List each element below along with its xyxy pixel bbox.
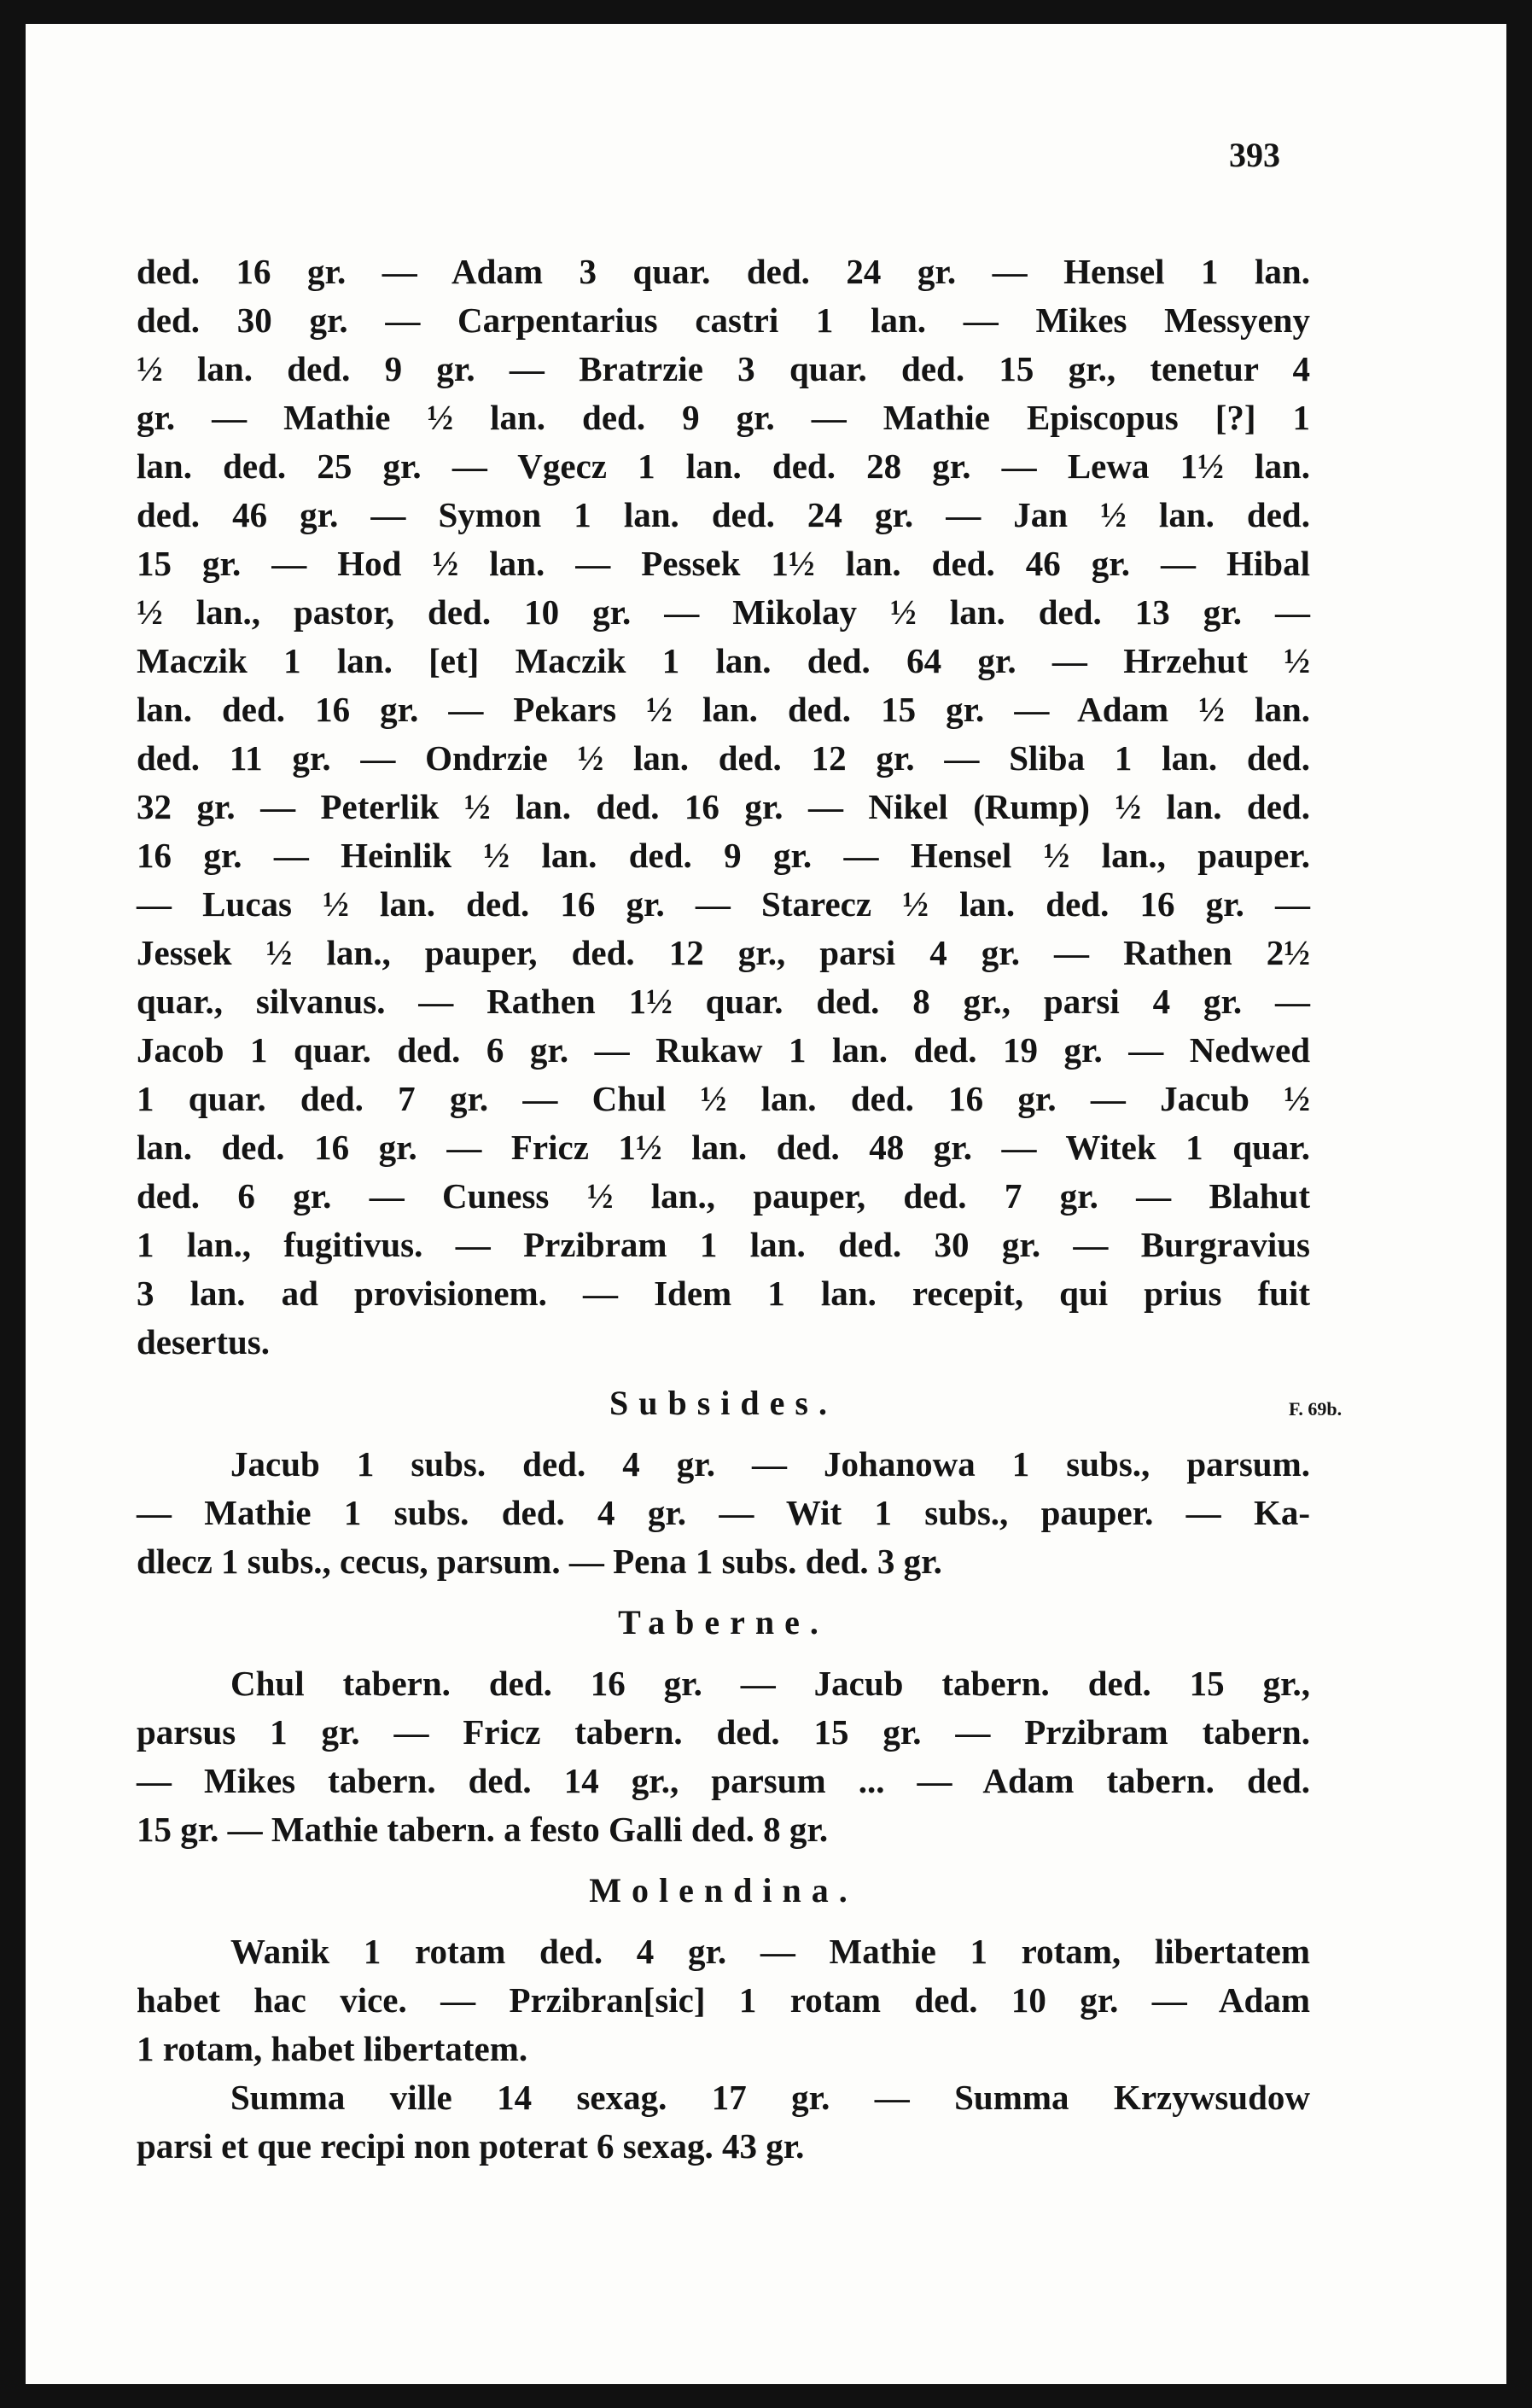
text-line: — Mikes tabern. ded. 14 gr., parsum ... — Adam tabern. ded. [137,1761,1310,1800]
text-line: — Lucas ½ lan. ded. 16 gr. — Starecz ½ lan. ded. 16 gr. — [137,884,1310,924]
text-column [137,248,1310,2171]
text-line: desertus. [137,1322,271,1361]
text-line: Jessek ½ lan., pauper, ded. 12 gr., parsi 4 gr. — Rathen 2½ [137,933,1310,972]
text-line: — Mathie 1 subs. ded. 4 gr. — Wit 1 subs., pauper. — Ka- [137,1493,1310,1532]
folio-margin-note: F. 69b. [1289,1398,1343,1420]
text-line: Wanik 1 rotam ded. 4 gr. — Mathie 1 rotam, libertatem [230,1932,1310,1971]
page-number: 393 [1229,136,1280,174]
text-line: gr. — Mathie ½ lan. ded. 9 gr. — Mathie Episcopus [?] 1 [137,398,1310,437]
text-line: lan. ded. 16 gr. — Fricz 1½ lan. ded. 48 gr. — Witek 1 quar. [137,1128,1310,1167]
section-subsides-text [137,1440,1310,1586]
summary-line: Summa ville 14 sexag. 17 gr. — Summa Krzywsudow [230,2078,1310,2117]
text-line: Jacob 1 quar. ded. 6 gr. — Rukaw 1 lan. ded. 19 gr. — Nedwed [137,1030,1310,1070]
text-line: lan. ded. 25 gr. — Vgecz 1 lan. ded. 28 gr. — Lewa 1½ lan. [137,446,1310,486]
text-line: 32 gr. — Peterlik ½ lan. ded. 16 gr. — Nikel (Rump) ½ lan. ded. [137,787,1310,826]
section-taberne-text [137,1659,1310,1854]
text-line: Maczik 1 lan. [et] Maczik 1 lan. ded. 64 gr. — Hrzehut ½ [137,641,1310,680]
text-line: Jacub 1 subs. ded. 4 gr. — Johanowa 1 subs., parsum. [230,1444,1310,1484]
text-line: ded. 30 gr. — Carpentarius castri 1 lan. — Mikes Messyeny [137,300,1310,340]
text-line: dlecz 1 subs., cecus, parsum. — Pena 1 subs. ded. 3 gr. [137,1542,942,1581]
text-line: 15 gr. — Mathie tabern. a festo Galli ded. 8 gr. [137,1810,829,1849]
text-line: 3 lan. ad provisionem. — Idem 1 lan. recepit, qui prius fuit [137,1274,1310,1313]
text-line: 1 rotam, habet libertatem. [137,2029,528,2068]
text-line: ded. 16 gr. — Adam 3 quar. ded. 24 gr. — Hensel 1 lan. [137,252,1310,291]
section-heading-molendina: Molendina. [589,1871,858,1909]
text-line: ded. 46 gr. — Symon 1 lan. ded. 24 gr. — Jan ½ lan. ded. [137,495,1310,534]
text-line: 16 gr. — Heinlik ½ lan. ded. 9 gr. — Hensel ½ lan., pauper. [137,836,1310,875]
text-line: 1 quar. ded. 7 gr. — Chul ½ lan. ded. 16 gr. — Jacub ½ [137,1079,1310,1118]
text-line: parsus 1 gr. — Fricz tabern. ded. 15 gr. — Przibram tabern. [137,1712,1310,1752]
text-line: habet hac vice. — Przibran[sic] 1 rotam ded. 10 gr. — Adam [137,1980,1310,2020]
text-line: Chul tabern. ded. 16 gr. — Jacub tabern. ded. 15 gr., [230,1664,1310,1703]
document-page [26,24,1506,2384]
section-molendina-text [137,1927,1310,2171]
section-heading-taberne: Taberne. [618,1603,829,1641]
main-paragraph [137,248,1310,1367]
text-line: ½ lan., pastor, ded. 10 gr. — Mikolay ½ lan. ded. 13 gr. — [137,592,1310,632]
text-line: ded. 6 gr. — Cuness ½ lan., pauper, ded. 7 gr. — Blahut [137,1176,1310,1216]
text-line: 1 lan., fugitivus. — Przibram 1 lan. ded. 30 gr. — Burgravius [137,1225,1310,1264]
text-line: quar., silvanus. — Rathen 1½ quar. ded. 8 gr., parsi 4 gr. — [137,982,1310,1021]
text-line: ded. 11 gr. — Ondrzie ½ lan. ded. 12 gr. — Sliba 1 lan. ded. [137,738,1310,778]
summary-line: parsi et que recipi non poterat 6 sexag. 43 gr. [137,2126,805,2166]
section-heading-subsides: Subsides. [609,1384,837,1422]
text-line: 15 gr. — Hod ½ lan. — Pessek 1½ lan. ded. 46 gr. — Hibal [137,544,1310,583]
text-line: ½ lan. ded. 9 gr. — Bratrzie 3 quar. ded. 15 gr., tenetur 4 [137,349,1310,388]
text-line: lan. ded. 16 gr. — Pekars ½ lan. ded. 15 gr. — Adam ½ lan. [137,690,1310,729]
